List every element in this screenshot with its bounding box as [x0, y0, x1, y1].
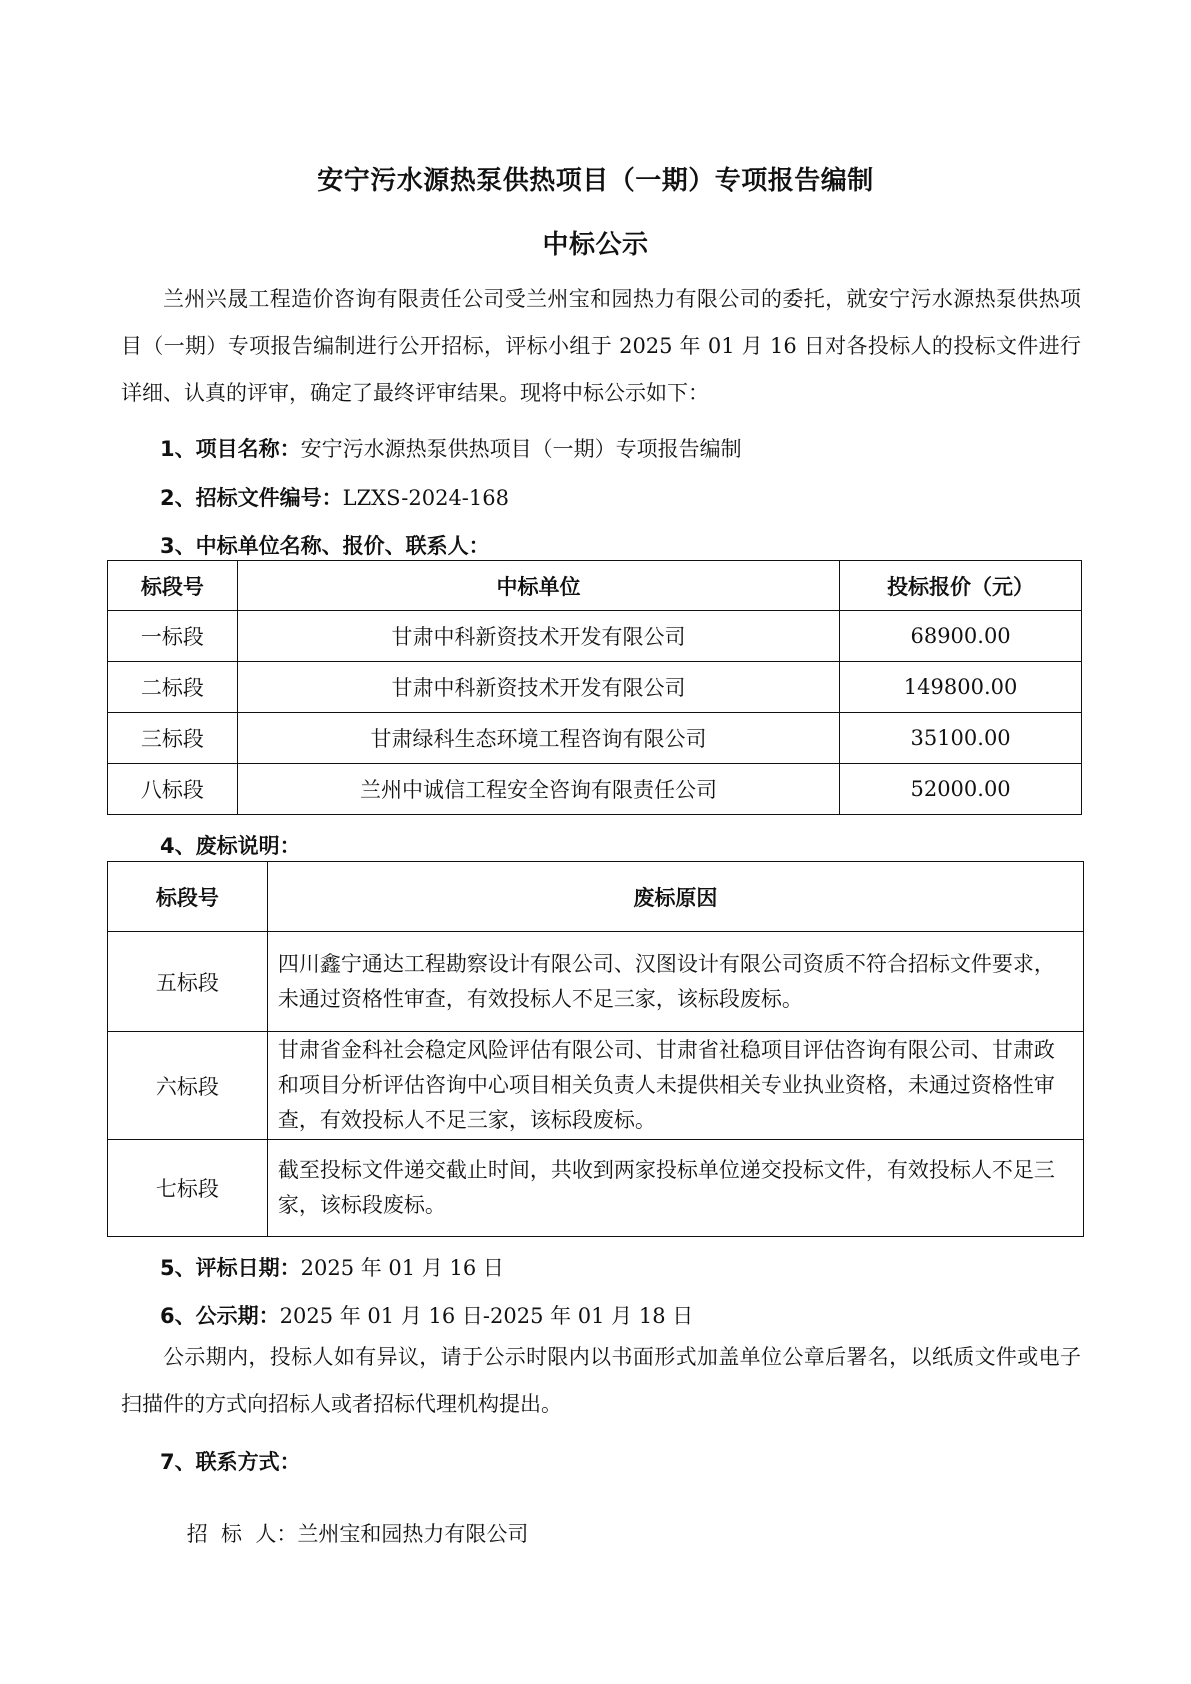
item-project-name-value: 安宁污水源热泵供热项目（一期）专项报告编制	[300, 437, 742, 461]
document-subtitle: 中标公示	[542, 230, 649, 260]
document-title: 安宁污水源热泵供热项目（一期）专项报告编制	[317, 166, 874, 196]
table-row	[108, 764, 1082, 815]
reason-cell: 截至投标文件递交截止时间，共收到两家投标单位递交投标文件，有效投标人不足三家，该标段废标。	[267, 1140, 1083, 1237]
table-row	[108, 1032, 1084, 1140]
company-cell: 兰州中诚信工程安全咨询有限责任公司	[237, 764, 839, 815]
item-failed-bids-label: 4、废标说明：	[160, 834, 301, 858]
table-row	[108, 662, 1082, 713]
item-tender-number	[160, 482, 509, 512]
objection-paragraph: 公示期内，投标人如有异议，请于公示时限内以书面形式加盖单位公章后署名，以纸质文件或电子扫描件的方式向招标人或者招标代理机构提出。	[121, 1345, 1081, 1416]
item-evaluation-date-value: 2025 年 01 月 16 日	[300, 1256, 504, 1280]
item-evaluation-date-label: 5、评标日期：	[160, 1256, 301, 1280]
price-cell: 35100.00	[840, 713, 1082, 764]
item-tender-number-value: LZXS-2024-168	[342, 486, 509, 510]
column-header: 标段号	[108, 561, 238, 611]
column-header: 投标报价（元）	[840, 561, 1082, 611]
section-cell: 六标段	[108, 1032, 268, 1140]
company-cell: 甘肃中科新资技术开发有限公司	[237, 611, 839, 662]
section-cell: 一标段	[108, 611, 238, 662]
item-winners	[160, 530, 490, 560]
item-evaluation-date	[160, 1252, 504, 1282]
reason-cell: 甘肃省金科社会稳定风险评估有限公司、甘肃省社稳项目评估咨询有限公司、甘肃政和项目分析评估咨询中心项目相关负责人未提供相关专业执业资格，未通过资格性审查，有效投标人不足三家，该标段废标。	[267, 1032, 1083, 1140]
company-cell: 甘肃绿科生态环境工程咨询有限公司	[237, 713, 839, 764]
section-cell: 三标段	[108, 713, 238, 764]
section-cell: 五标段	[108, 932, 268, 1032]
item-contact-label: 7、联系方式：	[160, 1450, 301, 1474]
item-failed-bids	[160, 830, 301, 860]
contact-tenderer-value: 兰州宝和园热力有限公司	[297, 1522, 529, 1546]
section-cell: 二标段	[108, 662, 238, 713]
table-row	[108, 932, 1084, 1032]
section-cell: 七标段	[108, 1140, 268, 1237]
table-row	[108, 611, 1082, 662]
item-winners-label: 3、中标单位名称、报价、联系人：	[160, 534, 490, 558]
item-contact	[160, 1446, 301, 1476]
table-header-row	[108, 862, 1084, 932]
item-project-name	[160, 433, 742, 463]
price-cell: 149800.00	[840, 662, 1082, 713]
item-publicity-period-label: 6、公示期：	[160, 1304, 280, 1328]
price-cell: 52000.00	[840, 764, 1082, 815]
item-publicity-period	[160, 1300, 693, 1330]
reason-cell: 四川鑫宁通达工程勘察设计有限公司、汉图设计有限公司资质不符合招标文件要求，未通过资格性审查，有效投标人不足三家，该标段废标。	[267, 932, 1083, 1032]
column-header: 废标原因	[267, 862, 1083, 932]
company-cell: 甘肃中科新资技术开发有限公司	[237, 662, 839, 713]
item-project-name-label: 1、项目名称：	[160, 437, 301, 461]
intro-paragraph: 兰州兴晟工程造价咨询有限责任公司受兰州宝和园热力有限公司的委托，就安宁污水源热泵供热项目（一期）专项报告编制进行公开招标，评标小组于 2025 年 01 月 16 日对各投标人的投标文件进行详细、认真的评审，确定了最终评审结果。现将中标公示如下：	[121, 287, 1081, 405]
item-tender-number-label: 2、招标文件编号：	[160, 486, 343, 510]
contact-tenderer	[160, 1494, 528, 1572]
table-row	[108, 1140, 1084, 1237]
column-header: 中标单位	[237, 561, 839, 611]
price-cell: 68900.00	[840, 611, 1082, 662]
section-cell: 八标段	[108, 764, 238, 815]
contact-tenderer-label: 招 标 人：	[186, 1522, 298, 1546]
table-header-row	[108, 561, 1082, 611]
item-publicity-period-value: 2025 年 01 月 16 日-2025 年 01 月 18 日	[279, 1304, 694, 1328]
column-header: 标段号	[108, 862, 268, 932]
failed-bids-table	[107, 861, 1084, 1237]
table-row	[108, 713, 1082, 764]
winners-table	[107, 560, 1082, 815]
